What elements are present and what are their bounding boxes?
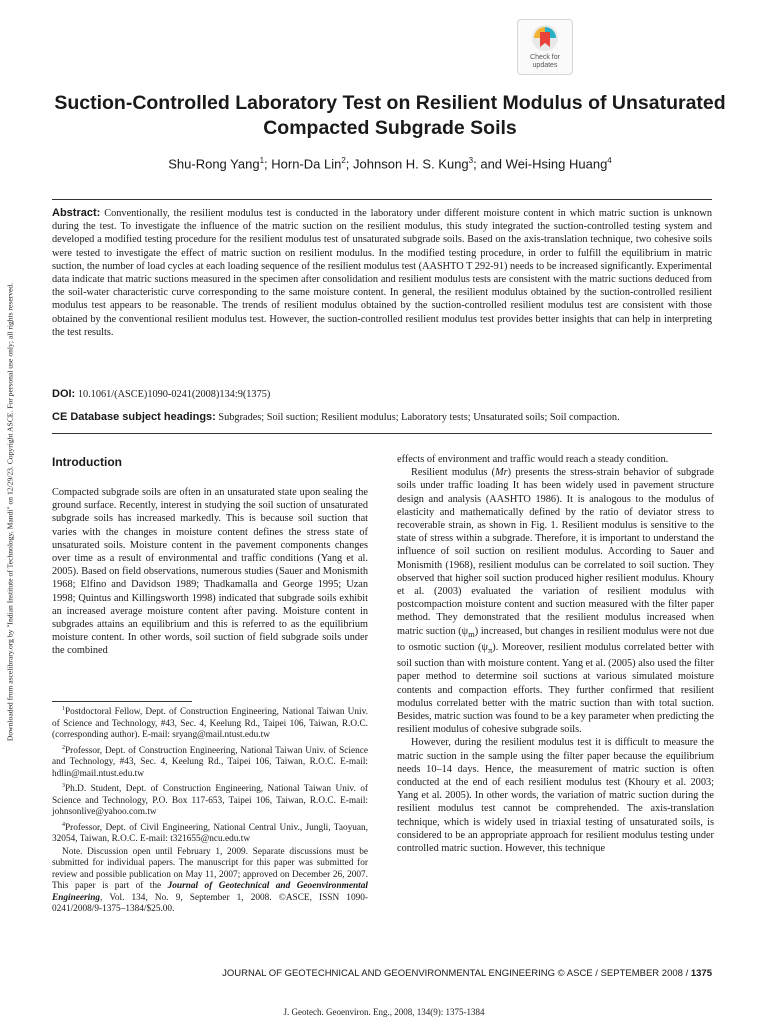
- abstract-text: Conventionally, the resilient modulus test is conducted in the laboratory under different moisture content in which matric suction is unknown during the test. To investigate the influence of the matric suction on the resilient modulus, this study integrated the suction-controlled testing system and developed a modified testing procedure for the resilient modulus test of unsaturated subgrade soils. Based on the axis-translation technique, two cohesive soils were tested to investigate the effect of matric suction on resilient modulus. In the modified testing procedure, in order to fulfill the equilibrium in matric suction, the number of load cycles at each loading sequence of the resilient modulus test (AASHTO T 292-91) needs to be increased significantly. Experimental data indicate that matric suctions measured in the specimen after consolidation and resilient modulus tests are consistent with the matric suctions deduced from the soil-water characteristic curve corresponding to the same moisture content. In general, the resilient modulus obtained by the suction-controlled resilient modulus test appears to be reasonable. The trends of resilient modulus obtained by the suction-controlled resilient modulus test are consistent with those obtained by the conventional resilient modulus test. However, the suction-controlled resilient modulus test provides better insights that can help in interpreting the test results.: [52, 208, 712, 338]
- right-paragraph-1: Resilient modulus (Mr) presents the stress-strain behavior of subgrade soils under traffic loading It has been widely used in pavement structure design and analysis (AASHTO 1986). It is analogous to the modulus of elasticity and mathematically defined by the ratio of deviator stress to recoverable strain, as shown in Fig. 1. Resilient modulus is sensitive to the state of stress within a subgrade. Therefore, it is important to understand the influence of soil suction on resilient modulus. According to Sauer and Monismith (1968), resilient modulus can be correlated to soil suction. They observed that higher soil suction produced higher resilient modulus. Khoury et al. (2003) evaluated the variation of resilient modulus with postcompaction moisture content and suction measured with the filter paper method. They demonstrated that the resilient modulus increased when matric suction $(\psi_m)$ increased, but changes in resilient modulus were not due to osmotic suction $(\psi_\pi)$. Moreover, resilient modulus correlated better with soil suction than with moisture content. Yang et al. (2005) also used the filter paper method to determine soil suctions at various simulated moisture contents and compaction efforts. They further confirmed that resilient modulus correlated better with the matric suction than with total suction. Besides, matric suction was found to be a key parameter when predicting the resilient modulus of cohesive subgrade soils.: [397, 467, 715, 736]
- introduction-heading: Introduction: [52, 455, 122, 469]
- running-footer: JOURNAL OF GEOTECHNICAL AND GEOENVIRONMENTAL ENGINEERING © ASCE / SEPTEMBER 2008 / 1375: [222, 968, 712, 979]
- doi-line: DOI: 10.1061/(ASCE)1090-0241(2008)134:9(1375): [52, 388, 271, 400]
- abstract: [52, 207, 712, 339]
- page-number: 1375: [690, 968, 712, 979]
- check-for-updates-text: Check for updates: [530, 54, 560, 69]
- header-rule: [52, 199, 712, 200]
- footnote-4: $^4$Professor, Dept. of Civil Engineering, National Central Univ., Jungli, Taoyuan, 32054, Taiwan, R.O.C. E-mail: t321655@ncu.edu.tw: [52, 821, 368, 845]
- right-paragraph-0: effects of environment and traffic would reach a steady condition.: [397, 454, 669, 465]
- abstract-bottom-rule: [52, 433, 712, 434]
- footnote-1: $^1$Postdoctoral Fellow, Dept. of Construction Engineering, National Taiwan Univ. of Science and Technology, #43, Sec. 4, Keelung Rd., Taipei 106, Taiwan, R.O.C. (corresponding author). E-mail: sryang@mail.ntust.edu.tw: [52, 706, 368, 741]
- intro-paragraph: Compacted subgrade soils are often in an unsaturated state upon sealing the ground surface. Recently, interest in studying the soil suction of unsaturated subgrade soils has increased markedly. This is because soil suction that varies with the changes in moisture content defines the stress state of unsaturated soils. Moisture content in the pavement components changes over time as a result of environmental and traffic conditions (Yang et al. 2005). Based on field observations, numerous studies (Sauer and Monismith 1968; Elfino and Davidson 1989; Thadkamalla and George 1995; Uzan 1998; Quintus and Killingsworth 1998) indicated that subgrade soils exhibit an increased average moisture content after paving. Moisture content in subgrades attains an equilibrium and this is referred to as the equilibrium moisture content. In other words, soil suction of field subgrade soils under the combined: [52, 487, 368, 657]
- check-for-updates-badge[interactable]: [517, 19, 573, 75]
- footnotes: [52, 704, 368, 917]
- bookmark-ribbon-icon: [530, 23, 560, 53]
- right-paragraph-2: However, during the resilient modulus test it is difficult to measure the matric suction in the sample using the filter paper because the equilibrium needs 10–14 days. Hence, the measurement of matric suction is often conducted at the end of each resilient modulus test (Khoury et al. 2003; Yang et al. 2005). In other words, the variation of matric suction during the resilient modulus test cannot be comprehended. The axis-translation technique, which is widely used in triaxial testing of unsaturated soils, is considered to be an appropriate approach for resilient modulus testing under controlled matric suction. However, this technique: [397, 737, 714, 854]
- left-column-body: [52, 486, 368, 658]
- footnote-rule: [52, 701, 192, 702]
- download-sidebar: [0, 0, 18, 1024]
- discussion-note: Note. Discussion open until February 1, 2009. Separate discussions must be submitted for individual papers. The manuscript for this paper was submitted for review and possible publication on May 11, 2007; approved on December 26, 2007. This paper is part of the Journal of Geotechnical and Geoenvironmental Engineering, Vol. 134, No. 9, September 1, 2008. ©ASCE, ISSN 1090-0241/2008/9-1375–1384/$25.00.: [52, 846, 368, 915]
- citation-line: J. Geotech. Geoenviron. Eng., 2008, 134(9): 1375-1384: [283, 1007, 485, 1017]
- abstract-label: Abstract:: [52, 207, 101, 219]
- footnote-3: $^3$Ph.D. Student, Dept. of Construction Engineering, National Taiwan Univ. of Science and Technology, P.O. Box 117-653, Taipei 106, Taiwan, R.O.C. E-mail: johnsonlive@yahoo.com.tw: [52, 783, 368, 818]
- download-notice: Downloaded from ascelibrary.org by "Indian Institute of Technology, Mandi" on 12/29/23. Copyright ASCE. For personal use only; all rights reserved.: [5, 282, 15, 742]
- doi-link[interactable]: 10.1061/(ASCE)1090-0241(2008)134:9(1375): [77, 389, 271, 400]
- right-column-body: [397, 453, 714, 855]
- footnote-2: $^2$Professor, Dept. of Construction Engineering, National Taiwan Univ. of Science and Technology, #43, Sec. 4, Keelung Rd., Taipei 106, Taiwan, R.O.C. E-mail: hdlin@mail.ntust.edu.tw: [52, 744, 368, 779]
- author-list: Shu-Rong Yang$^1$; Horn-Da Lin$^2$; Johnson H. S. Kung$^3$; and Wei-Hsing Huang$^4$: [168, 156, 612, 172]
- paper-title: Suction-Controlled Laboratory Test on Resilient Modulus of Unsaturated Compacted Subgrade Soils: [54, 92, 726, 139]
- subject-headings: CE Database subject headings: Subgrades; Soil suction; Resilient modulus; Laboratory tests; Unsaturated soils; Soil compaction.: [52, 411, 620, 423]
